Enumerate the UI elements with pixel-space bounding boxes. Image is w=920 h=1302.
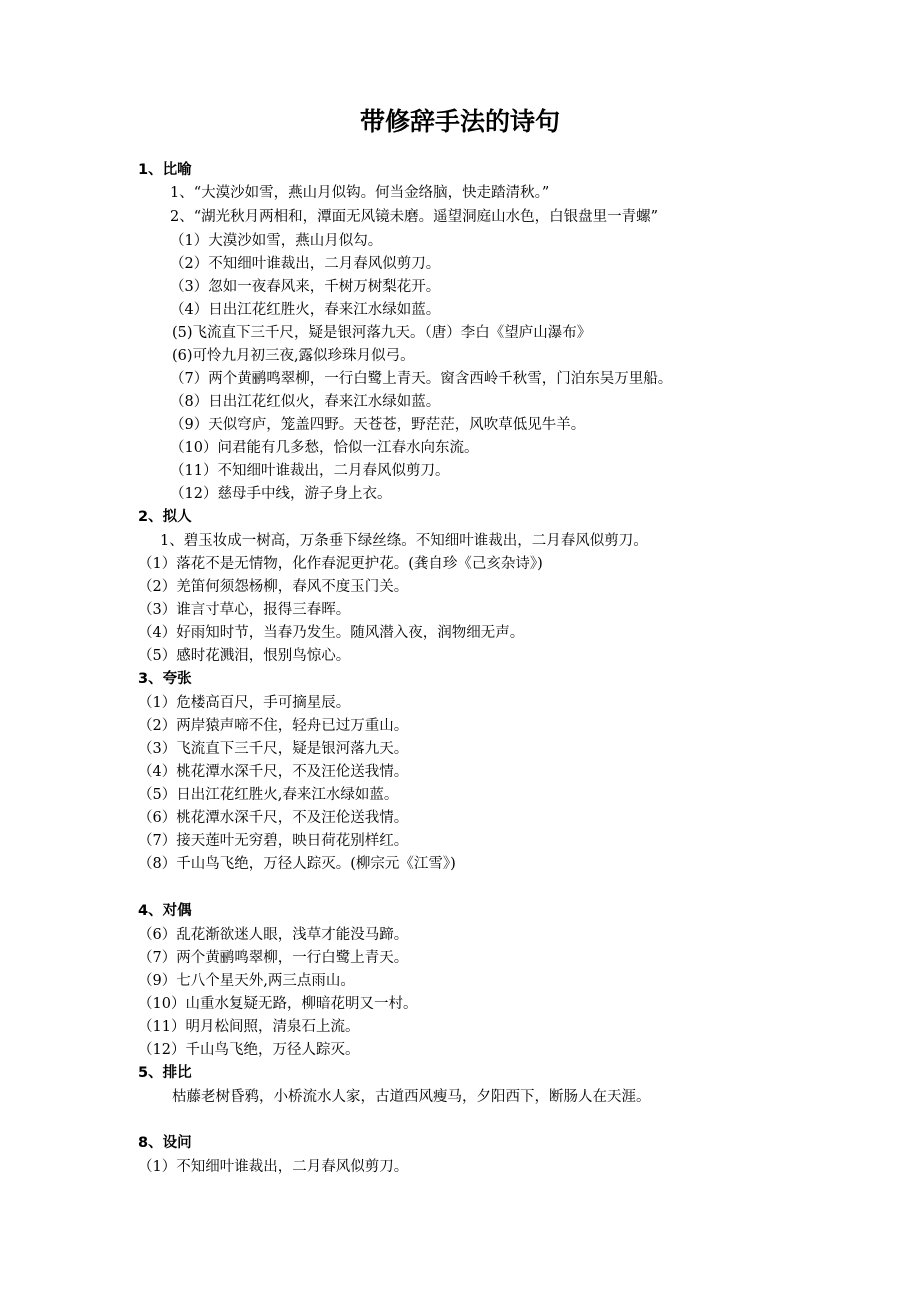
text-line: （12）慈母手中线，游子身上衣。 <box>170 486 392 502</box>
text-line: （5）感时花溅泪，恨别鸟惊心。 <box>138 648 351 664</box>
text-line: （6）桃花潭水深千尺，不及汪伦送我情。 <box>138 810 409 826</box>
text-line: （10）问君能有几多愁，恰似一江春水向东流。 <box>170 440 479 456</box>
text-line: （12）千山鸟飞绝，万径人踪灭。 <box>138 1042 360 1058</box>
section-heading-antithesis: 4、对偶 <box>138 903 192 919</box>
text-line: （9）七八个星天外,两三点雨山。 <box>138 973 355 989</box>
text-line: （2）羌笛何须怨杨柳，春风不度玉门关。 <box>138 579 409 595</box>
text-line: （4）好雨知时节，当春乃发生。随风潜入夜，润物细无声。 <box>138 625 525 641</box>
text-line: （5）日出江花红胜火,春来江水绿如蓝。 <box>138 787 399 803</box>
section-heading-rhetorical-question: 8、设问 <box>138 1135 192 1151</box>
text-line: （11）不知细叶谁裁出，二月春风似剪刀。 <box>170 463 450 479</box>
text-line: （8）千山鸟飞绝，万径人踪灭。(柳宗元《江雪》) <box>138 856 456 872</box>
text-line: 枯藤老树昏鸦，小桥流水人家，古道西风瘦马，夕阳西下，断肠人在天涯。 <box>172 1089 651 1105</box>
text-line: （11）明月松间照，清泉石上流。 <box>138 1019 360 1035</box>
text-line: （4）日出江花红胜火，春来江水绿如蓝。 <box>170 302 441 318</box>
section-heading-parallelism: 5、排比 <box>138 1065 192 1081</box>
text-line: （7）接天莲叶无穷碧，映日荷花别样红。 <box>138 833 409 849</box>
text-line: （2）不知细叶谁裁出，二月春风似剪刀。 <box>170 256 441 272</box>
text-line: （7）两个黄鹂鸣翠柳，一行白鹭上青天。 <box>138 950 409 966</box>
document-title: 带修辞手法的诗句 <box>359 107 560 136</box>
text-line: （3）飞流直下三千尺，疑是银河落九天。 <box>138 741 409 757</box>
text-line: (5)飞流直下三千尺，疑是银河落九天。（唐）李白《望庐山瀑布》 <box>172 325 592 341</box>
text-line: （3）谁言寸草心，报得三春晖。 <box>138 602 351 618</box>
section-heading-metaphor: 1、比喻 <box>138 162 192 178</box>
text-line: （1）危楼高百尺，手可摘星辰。 <box>138 695 351 711</box>
section-heading-hyperbole: 3、夸张 <box>138 671 192 687</box>
text-line: （1）大漠沙如雪，燕山月似勾。 <box>170 233 383 249</box>
text-line: （2）两岸猿声啼不住，轻舟已过万重山。 <box>138 718 409 734</box>
text-line: （10）山重水复疑无路，柳暗花明又一村。 <box>138 996 418 1012</box>
text-line: （4）桃花潭水深千尺，不及汪伦送我情。 <box>138 764 409 780</box>
text-line: （1）落花不是无情物，化作春泥更护花。(龚自珍《己亥杂诗》) <box>138 556 543 572</box>
text-line: (6)可怜九月初三夜,露似珍珠月似弓。 <box>172 348 415 364</box>
text-line: 2、“湖光秋月两相和，潭面无风镜未磨。遥望洞庭山水色，白银盘里一青螺” <box>170 209 659 225</box>
text-line: （6）乱花渐欲迷人眼，浅草才能没马蹄。 <box>138 927 409 943</box>
text-line: 1、碧玉妆成一树高，万条垂下绿丝绦。不知细叶谁裁出，二月春风似剪刀。 <box>160 533 648 549</box>
text-line: （9）天似穹庐，笼盖四野。天苍苍，野茫茫，风吹草低见牛羊。 <box>170 417 586 433</box>
text-line: （3）忽如一夜春风来，千树万树梨花开。 <box>170 279 441 295</box>
text-line: 1、“大漠沙如雪，燕山月似钩。何当金络脑，快走踏清秋。” <box>170 185 550 201</box>
text-line: （7）两个黄鹂鸣翠柳，一行白鹭上青天。窗含西岭千秋雪，门泊东吴万里船。 <box>170 371 673 387</box>
text-line: （8）日出江花红似火，春来江水绿如蓝。 <box>170 394 441 410</box>
text-line: （1）不知细叶谁裁出，二月春风似剪刀。 <box>138 1159 409 1175</box>
section-heading-personification: 2、拟人 <box>138 509 192 525</box>
